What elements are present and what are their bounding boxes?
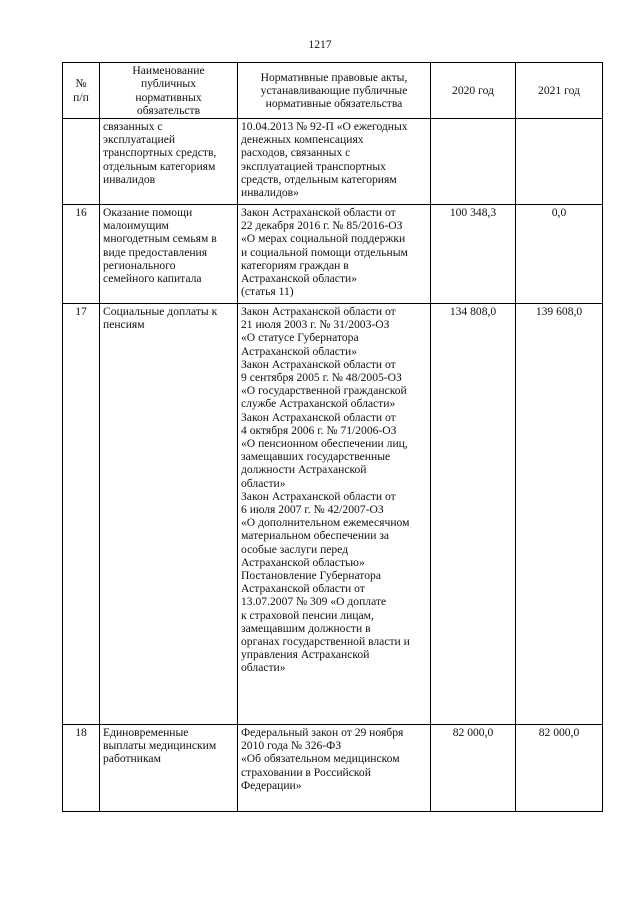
table-row bbox=[63, 205, 603, 304]
obligation-name: Единовременные выплаты медицинским работникам bbox=[100, 725, 238, 812]
table-row bbox=[63, 304, 603, 725]
amount-2021 bbox=[516, 119, 603, 205]
legal-acts: Закон Астраханской области от 21 июля 2003 г. № 31/2003-ОЗ «О статусе Губернатора Астраханской области» Закон Астраханской области от 9 сентября 2005 г. № 48/2005-ОЗ «О государственной гражданской службе Астраханской области» Закон Астраханской области от 4 октября 2006 г. № 71/2006-ОЗ «О пенсионном обеспечении лиц, замещавших государственные должности Астраханской области» Закон Астраханской области от 6 июля 2007 г. № 42/2007-ОЗ «О дополнительном ежемесячном материальном обеспечении за особые заслуги перед Астраханской областью» Постановление Губернатора Астраханской области от 13.07.2007 № 309 «О доплате к страховой пенсии лицам, замещавшим должности в органах государственной власти и управления Астраханской области» bbox=[238, 304, 431, 725]
row-number: 18 bbox=[63, 725, 100, 812]
header-legal-acts: Нормативные правовые акты, устанавливающие публичные нормативные обязательства bbox=[238, 63, 431, 119]
page-number: 1217 bbox=[308, 38, 332, 51]
table-row bbox=[63, 725, 603, 812]
obligations-table bbox=[62, 62, 603, 812]
table-header-row bbox=[63, 63, 603, 119]
amount-2020 bbox=[431, 119, 516, 205]
header-year-2020: 2020 год bbox=[431, 63, 516, 119]
row-number: 16 bbox=[63, 205, 100, 304]
legal-acts: Федеральный закон от 29 ноября 2010 года № 326-ФЗ «Об обязательном медицинском страховании в Российской Федерации» bbox=[238, 725, 431, 812]
header-obligation-name: Наименование публичных нормативных обязательств bbox=[100, 63, 238, 119]
legal-acts: Закон Астраханской области от 22 декабря 2016 г. № 85/2016-ОЗ «О мерах социальной поддержки и социальной помощи отдельным категориям граждан в Астраханской области» (статья 11) bbox=[238, 205, 431, 304]
row-number: 17 bbox=[63, 304, 100, 725]
row-number bbox=[63, 119, 100, 205]
amount-2021: 0,0 bbox=[516, 205, 603, 304]
amount-2020: 100 348,3 bbox=[431, 205, 516, 304]
obligation-name: Оказание помощи малоимущим многодетным семьям в виде предоставления регионального семейного капитала bbox=[100, 205, 238, 304]
header-number: № п/п bbox=[63, 63, 100, 119]
obligation-name: Социальные доплаты к пенсиям bbox=[100, 304, 238, 725]
amount-2020: 134 808,0 bbox=[431, 304, 516, 725]
obligation-name: связанных с эксплуатацией транспортных средств, отдельным категориям инвалидов bbox=[100, 119, 238, 205]
legal-acts: 10.04.2013 № 92-П «О ежегодных денежных компенсациях расходов, связанных с эксплуатацией транспортных средств, отдельным категориям инвалидов» bbox=[238, 119, 431, 205]
header-year-2021: 2021 год bbox=[516, 63, 603, 119]
amount-2020: 82 000,0 bbox=[431, 725, 516, 812]
table-row bbox=[63, 119, 603, 205]
amount-2021: 82 000,0 bbox=[516, 725, 603, 812]
amount-2021: 139 608,0 bbox=[516, 304, 603, 725]
